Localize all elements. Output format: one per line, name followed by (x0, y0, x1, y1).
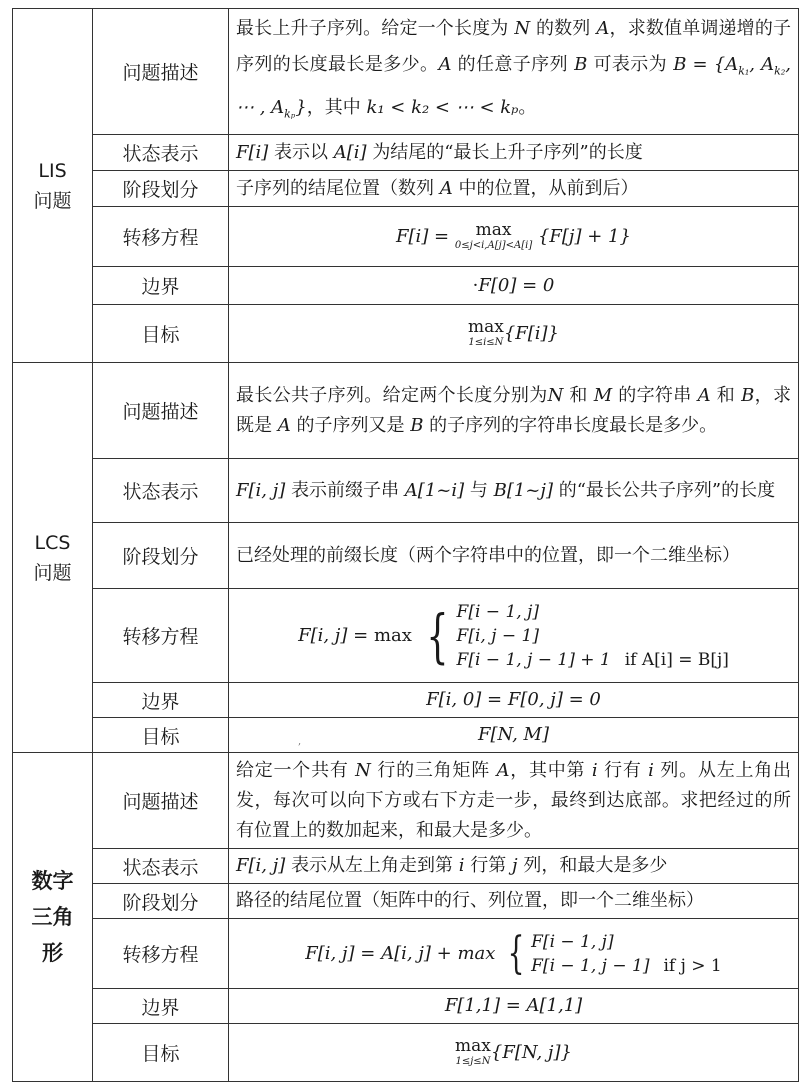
lis-bound-label: 边界 (93, 267, 229, 305)
lcs-desc-row (13, 363, 799, 459)
tri-bound-row (13, 989, 799, 1024)
tri-group-line3: 形 (42, 941, 63, 966)
dp-summary-table (12, 8, 799, 1082)
lis-group-line1: LIS (38, 159, 67, 182)
lis-state-text: F[i] 表示以 A[i] 为结尾的“最长上升子序列”的长度 (229, 135, 799, 171)
tri-transition-row (13, 919, 799, 989)
lis-desc-text: 最长上升子序列。给定一个长度为 N 的数列 A，求数值单调递增的子序列的长度最长是多少。A 的任意子序列 B 可表示为 $B = \{A_{k_1}$, $A_{k_2}$, ⋯ , $A_{k_p}$}，其中 k₁ < k₂ < ⋯ < kₚ。 (229, 9, 799, 135)
lis-group-label (13, 9, 93, 363)
lcs-desc-text: 最长公共子序列。给定两个长度分别为N 和 M 的字符串 A 和 B，求既是 A 的子序列又是 B 的子序列的字符串长度最长是多少。 (229, 363, 799, 459)
tri-desc-label: 问题描述 (93, 753, 229, 849)
brace-icon: { (507, 927, 525, 979)
lis-goal-label: 目标 (93, 305, 229, 363)
lis-state-label: 状态表示 (93, 135, 229, 171)
lis-goal-row (13, 305, 799, 363)
lis-bound-row (13, 267, 799, 305)
tri-stage-label: 阶段划分 (93, 884, 229, 919)
lis-desc-row (13, 9, 799, 135)
tri-state-row (13, 849, 799, 884)
lcs-stage-row (13, 523, 799, 589)
lcs-bound-row (13, 683, 799, 718)
lcs-group-label (13, 363, 93, 753)
lis-stage-label: 阶段划分 (93, 171, 229, 207)
tri-state-text: F[i, j] 表示从左上角走到第 i 行第 j 列，和最大是多少 (229, 849, 799, 884)
lis-order-expression: k₁ < k₂ < ⋯ < kₚ (366, 96, 519, 118)
lis-stage-row (13, 171, 799, 207)
lcs-transition-formula: F[i, j] = max { F[i − 1, j] F[i, j − 1] F[i − 1, j − 1] + 1 if A[i] = B[j] (229, 589, 799, 683)
tri-bound-label: 边界 (93, 989, 229, 1024)
lis-group-line2: 问题 (33, 189, 72, 212)
lcs-group-line2: 问题 (33, 561, 72, 584)
tri-trans-label: 转移方程 (93, 919, 229, 989)
lcs-stage-label: 阶段划分 (93, 523, 229, 589)
tri-goal-row (13, 1024, 799, 1082)
tri-group-label (13, 753, 93, 1082)
lcs-trans-label: 转移方程 (93, 589, 229, 683)
lis-desc-label: 问题描述 (93, 9, 229, 135)
lcs-bound-label: 边界 (93, 683, 229, 718)
lcs-state-label: 状态表示 (93, 459, 229, 523)
tri-stage-text: 路径的结尾位置（矩阵中的行、列位置，即一个二维坐标） (229, 884, 799, 919)
lcs-bound-formula: F[i, 0] = F[0, j] = 0 (229, 683, 799, 718)
lis-bound-formula: ·F[0] = 0 (229, 267, 799, 305)
lcs-state-row (13, 459, 799, 523)
tri-group-line2: 三角 (31, 905, 74, 930)
brace-icon: { (426, 601, 449, 670)
lis-stage-text: 子序列的结尾位置（数列 A 中的位置，从前到后） (229, 171, 799, 207)
lcs-desc-label: 问题描述 (93, 363, 229, 459)
lis-transition-formula: F[i] = max 0≤j<i,A[j]<A[i] {F[j] + 1} (229, 207, 799, 267)
tri-group-line1: 数字 (31, 869, 74, 894)
lis-trans-label: 转移方程 (93, 207, 229, 267)
lcs-goal-row (13, 718, 799, 753)
lcs-goal-label: 目标 (93, 718, 229, 753)
lis-goal-formula: max 1≤i≤N {F[i]} (229, 305, 799, 363)
tri-stage-row (13, 884, 799, 919)
tri-goal-formula: max 1≤j≤N {F[N, j]} (229, 1024, 799, 1082)
stray-comma-mark: , (298, 736, 302, 747)
tri-transition-formula: F[i, j] = A[i, j] + max { F[i − 1, j] F[i − 1, j − 1] if j > 1 (229, 919, 799, 989)
tri-goal-label: 目标 (93, 1024, 229, 1082)
tri-state-label: 状态表示 (93, 849, 229, 884)
lis-transition-row (13, 207, 799, 267)
lcs-state-text: F[i, j] 表示前缀子串 A[1~i] 与 B[1~j] 的“最长公共子序列”的长度 (229, 459, 799, 523)
lcs-group-line1: LCS (34, 531, 71, 554)
tri-desc-row (13, 753, 799, 849)
tri-desc-text: 给定一个共有 N 行的三角矩阵 A，其中第 i 行有 i 列。从左上角出发，每次可以向下方或右下方走一步，最终到达底部。求把经过的所有位置上的数加起来，和最大是多少。 (229, 753, 799, 849)
lcs-stage-text: 已经处理的前缀长度（两个字符串中的位置，即一个二维坐标） (229, 523, 799, 589)
tri-bound-formula: F[1,1] = A[1,1] (229, 989, 799, 1024)
lis-set-expression: $B = \{A_{k_1}$, $A_{k_2}$, ⋯ , $A_{k_p}$} (236, 54, 791, 121)
lcs-goal-formula: F[N, M] (229, 718, 799, 753)
lis-state-row (13, 135, 799, 171)
lcs-transition-row (13, 589, 799, 683)
